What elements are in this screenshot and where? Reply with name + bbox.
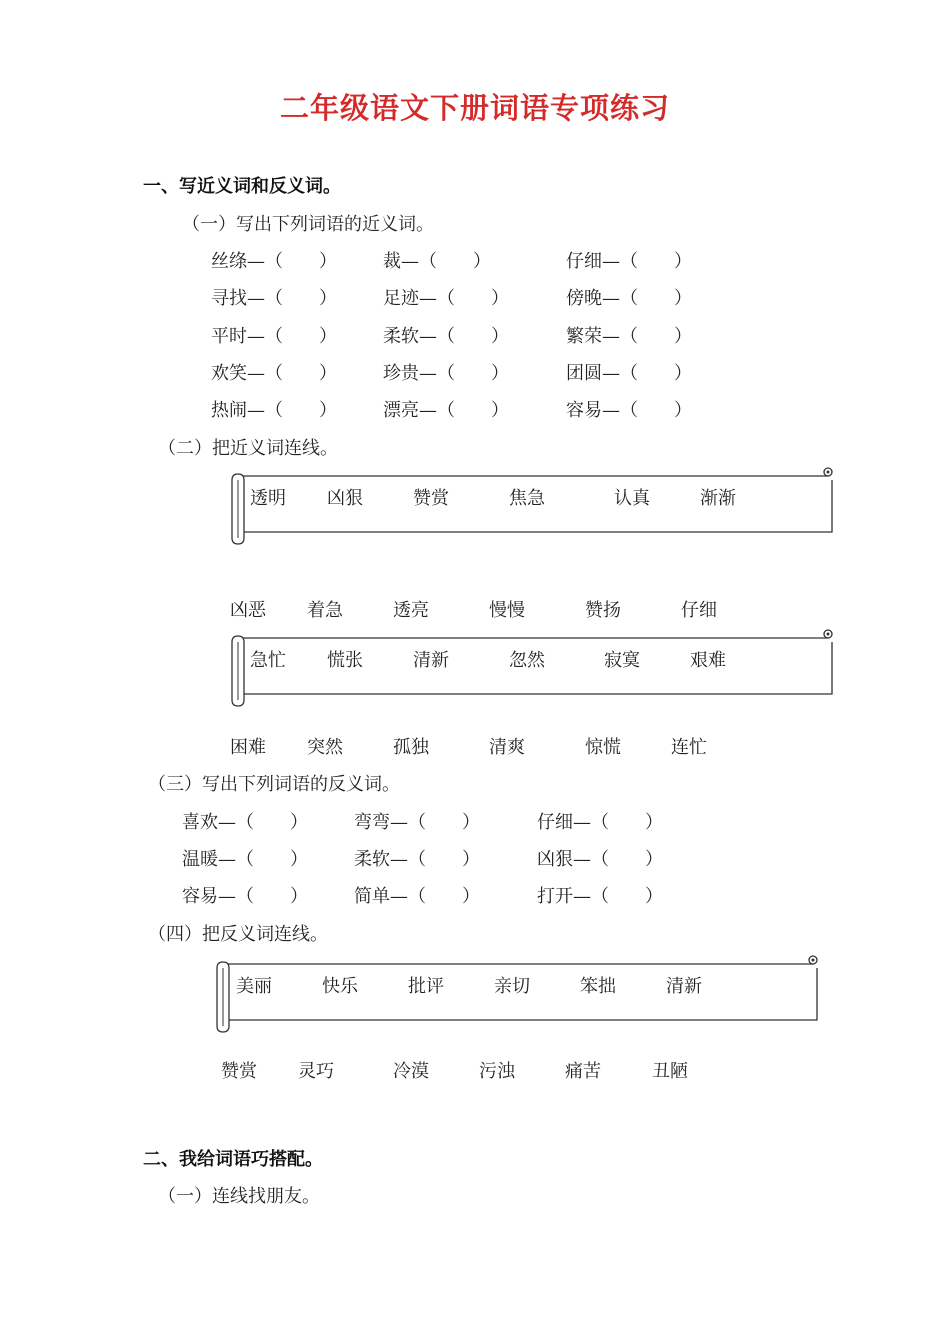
fill-item: 繁荣—（ ） [566,326,692,347]
fill-item: 傍晚—（ ） [566,288,692,309]
section1-heading: 一、写近义词和反义词。 [143,176,341,197]
word-item: 慌张 [327,650,363,671]
fill-item: 简单—（ ） [354,886,480,907]
word-item: 凶狠 [327,488,363,509]
fill-item: 温暖—（ ） [182,849,308,870]
word-item: 渐渐 [700,488,736,509]
fill-item: 仔细—（ ） [537,812,663,833]
word-item: 丑陋 [652,1061,688,1082]
word-item: 快乐 [322,976,358,997]
page-title: 二年级语文下册词语专项练习 [279,91,670,125]
word-item: 连忙 [671,737,707,758]
fill-item: 团圆—（ ） [566,363,692,384]
word-item: 亲切 [494,976,530,997]
word-item: 突然 [307,737,343,758]
fill-item: 寻找—（ ） [211,288,337,309]
word-item: 焦急 [509,488,545,509]
fill-item: 裁—（ ） [383,251,491,272]
word-item: 困难 [230,737,266,758]
word-item: 美丽 [236,976,272,997]
part4-heading: （四）把反义词连线。 [148,924,328,945]
section2-heading: 二、我给词语巧搭配。 [143,1149,323,1170]
word-item: 寂寞 [604,650,640,671]
fill-item: 喜欢—（ ） [182,812,308,833]
word-item: 透亮 [393,600,429,621]
word-item: 慢慢 [489,600,525,621]
fill-item: 仔细—（ ） [566,251,692,272]
word-item: 痛苦 [565,1061,601,1082]
fill-item: 欢笑—（ ） [211,363,337,384]
word-item: 赞赏 [413,488,449,509]
word-item: 赞赏 [221,1061,257,1082]
fill-item: 漂亮—（ ） [383,400,509,421]
fill-item: 容易—（ ） [566,400,692,421]
word-item: 认真 [614,488,650,509]
word-item: 惊慌 [585,737,621,758]
word-item: 污浊 [479,1061,515,1082]
fill-item: 丝绦—（ ） [211,251,337,272]
fill-item: 柔软—（ ） [383,326,509,347]
fill-item: 热闹—（ ） [211,400,337,421]
word-item: 艰难 [690,650,726,671]
word-item: 急忙 [250,650,286,671]
word-item: 批评 [408,976,444,997]
fill-item: 足迹—（ ） [383,288,509,309]
fill-item: 平时—（ ） [211,326,337,347]
fill-item: 打开—（ ） [537,886,663,907]
word-item: 孤独 [393,737,429,758]
word-item: 赞扬 [585,600,621,621]
word-item: 仔细 [681,600,717,621]
word-item: 清爽 [489,737,525,758]
part1-heading: （一）写出下列词语的近义词。 [182,214,434,235]
word-item: 清新 [413,650,449,671]
word-item: 冷漠 [393,1061,429,1082]
word-item: 着急 [307,600,343,621]
word-item: 灵巧 [298,1061,334,1082]
fill-item: 珍贵—（ ） [383,363,509,384]
word-item: 透明 [250,488,286,509]
fill-item: 柔软—（ ） [354,849,480,870]
fill-item: 凶狠—（ ） [537,849,663,870]
word-item: 清新 [666,976,702,997]
word-item: 凶恶 [230,600,266,621]
part2-heading: （二）把近义词连线。 [158,438,338,459]
part3-heading: （三）写出下列词语的反义词。 [148,774,400,795]
fill-item: 容易—（ ） [182,886,308,907]
section2-part1-heading: （一）连线找朋友。 [158,1186,320,1207]
word-item: 忽然 [509,650,545,671]
fill-item: 弯弯—（ ） [354,812,480,833]
word-item: 笨拙 [580,976,616,997]
